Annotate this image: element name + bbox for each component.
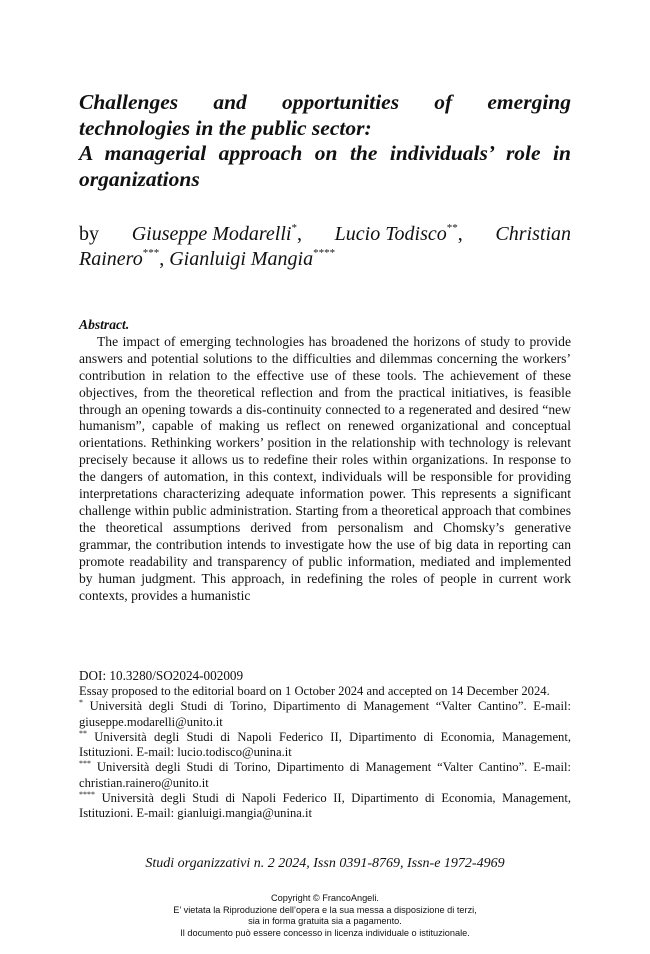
footnote-mark: **** — [79, 790, 95, 800]
footnote-mark: * — [79, 698, 83, 708]
article-title — [79, 90, 571, 192]
affiliation-text: Università degli Studi di Torino, Dipartimento di Management “Valter Cantino”. E-mail: giuseppe.modarelli@unito.it — [79, 699, 571, 729]
affiliation-text: Università degli Studi di Napoli Federico II, Dipartimento di Economia, Management, Istituzioni. E-mail: lucio.todisco@unina.it — [79, 729, 571, 760]
author-name: Rainero — [79, 248, 143, 270]
by-word: by — [79, 223, 99, 245]
affiliation-text: Università degli Studi di Napoli Federico II, Dipartimento di Economia, Management, Istituzioni. E-mail: gianluigi.mangia@unina.it — [79, 791, 571, 821]
doi: DOI: 10.3280/SO2024-002009 — [79, 668, 244, 683]
title-line-3: A managerial approach on the individuals’ role in — [79, 141, 571, 165]
author-footnote-mark: ** — [446, 222, 458, 234]
abstract-heading: Abstract. — [79, 317, 130, 332]
copyright-line: E’ vietata la Riproduzione dell’opera e la sua messa a disposizione di terzi, — [173, 904, 477, 915]
copyright-line: Il documento può essere concesso in licenza individuale o istituzionale. — [180, 927, 470, 938]
abstract-body: The impact of emerging technologies has broadened the horizons of study to provide answers and potential solutions to the difficulties and dilemmas concerning the workers’ contribution in relation to the effective use of these tools. The achievement of these objectives, from the theoretical reflection and from the practical initiatives, is feasible through an opening towards a dis-continuity connected to a regenerated and desired “new humanism”, capable of making us reflect on renewed organizational and conceptual orientations. Rethinking workers’ position in the relationship with technology is relevant precisely because it allows us to redefine their roles within organizations. In response to the dangers of automation, in this context, individuals will be responsible for providing interpretations characterizing adequate information power. This represents a significant challenge within public administration. Starting from a theoretical approach that combines the theoretical assumptions derived from personalism and Chomsky’s generative grammar, the contribution intends to investigate how the use of big data in reporting can promote readability and transparency of public information, mediated and implemented by human judgment. This approach, in redefining the roles of people in current work contexts, provides a humanistic — [79, 333, 571, 603]
essay-dates: Essay proposed to the editorial board on 1 October 2024 and accepted on 14 December 2024. — [79, 684, 550, 698]
author-name: Christian — [495, 223, 571, 245]
author-footnote-mark: * — [291, 222, 297, 234]
abstract-section — [79, 317, 571, 604]
author-name: Giuseppe Modarelli — [131, 223, 292, 245]
affiliation-note — [79, 791, 571, 822]
affiliation-note — [79, 699, 571, 730]
footnote-mark: ** — [79, 728, 87, 738]
copyright-line: Copyright © FrancoAngeli. — [271, 893, 379, 903]
journal-citation: Studi organizzativi n. 2 2024, Issn 0391-8769, Issn-e 1972-4969 — [145, 856, 505, 871]
title-line-2: technologies in the public sector: — [79, 115, 372, 140]
copyright-line: sia in forma gratuita sia a pagamento. — [248, 916, 402, 927]
affiliation-text: Università degli Studi di Torino, Dipartimento di Management “Valter Cantino”. E-mail: christian.rainero@unito.it — [79, 760, 571, 790]
footnote-mark: *** — [79, 759, 91, 769]
author-name: Lucio Todisco — [334, 223, 447, 245]
copyright-notice — [0, 893, 650, 939]
article-metadata — [79, 668, 571, 822]
affiliation-note — [79, 730, 571, 761]
title-line-1: Challenges and opportunities of emerging — [79, 90, 571, 114]
author-byline: by Giuseppe Modarelli*, Lucio Todisco**, Christian Rainero***, Gianluigi Mangia**** — [79, 222, 571, 270]
affiliation-note — [79, 760, 571, 791]
author-footnote-mark: *** — [142, 247, 160, 259]
author-footnote-mark: **** — [313, 247, 336, 259]
title-line-4: organizations — [79, 166, 200, 191]
author-name: Gianluigi Mangia — [169, 248, 314, 270]
